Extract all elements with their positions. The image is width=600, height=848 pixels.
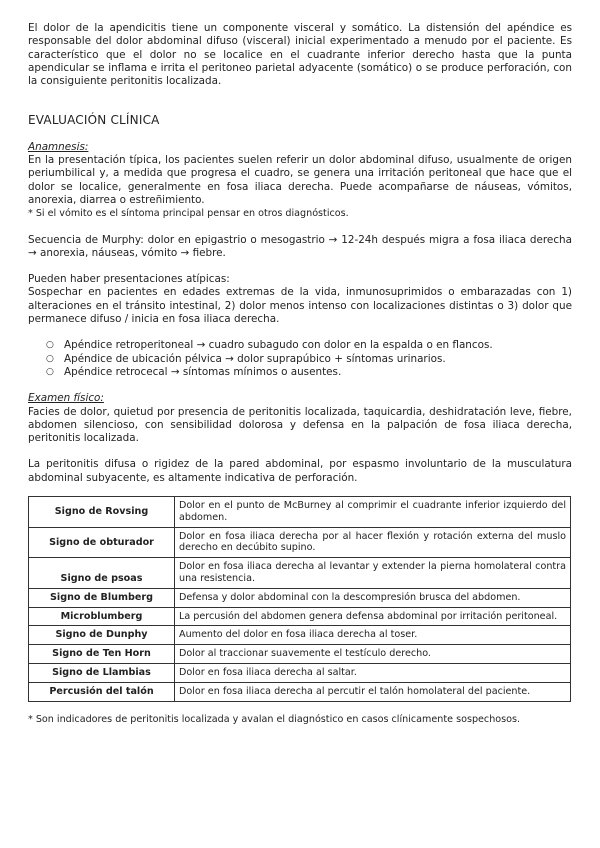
table-row: [29, 558, 571, 589]
list-item: ○ Apéndice de ubicación pélvica → dolor suprapúbico + síntomas urinarios.: [28, 353, 572, 366]
sign-name: Percusión del talón: [29, 682, 175, 701]
sign-name: Microblumberg: [29, 607, 175, 626]
sign-description: Dolor en el punto de McBurney al comprimir el cuadrante inferior izquierdo del abdomen.: [175, 497, 571, 528]
list-item: ○ Apéndice retrocecal → síntomas mínimos o ausentes.: [28, 366, 572, 379]
exam-text: Facies de dolor, quietud por presencia de peritonitis localizada, taquicardia, deshidratación leve, fiebre, abdomen silencioso, con sensibilidad dolorosa y defensa en la palpación de fosa iliaca derecha, peritonitis localizada.: [28, 405, 572, 445]
section-title: EVALUACIÓN CLÍNICA: [28, 113, 160, 128]
sign-name: Signo de Dunphy: [29, 626, 175, 645]
sign-description: Aumento del dolor en fosa iliaca derecha al toser.: [175, 626, 571, 645]
sign-name: Signo de psoas: [29, 558, 175, 589]
atypical-list: [28, 339, 572, 379]
table-row: [29, 645, 571, 664]
sign-description: Dolor al traccionar suavemente el testículo derecho.: [175, 645, 571, 664]
anamnesis-text: En la presentación típica, los pacientes suelen referir un dolor abdominal difuso, usualmente de origen periumbilical y, a medida que progresa el cuadro, se genera una irritación peritoneal que hace que el dolor se localice, generalmente en fosa iliaca derecha. Puede acompañarse de náuseas, vómitos, anorexia, diarrea o estreñimiento.: [28, 154, 572, 206]
sign-description: Dolor en fosa iliaca derecha al percutir el talón homolateral del paciente.: [175, 682, 571, 701]
sign-description: Defensa y dolor abdominal con la descompresión brusca del abdomen.: [175, 588, 571, 607]
table-footnote: * Son indicadores de peritonitis localizada y avalan el diagnóstico en casos clínicamente sospechosos.: [28, 713, 521, 725]
anamnesis-note: * Si el vómito es el síntoma principal pensar en otros diagnósticos.: [28, 208, 349, 220]
intro-paragraph: El dolor de la apendicitis tiene un componente visceral y somático. La distensión del apéndice es responsable del dolor abdominal difuso (visceral) inicial experimentado a menudo por el paciente. Es característico que el dolor no se localice en el cuadrante inferior derecho hasta que la punta apendicular se inflama e irrita el peritoneo parietal adyacente (somático) o se produce perforación, con la consiguiente peritonitis localizada.: [28, 22, 572, 88]
sign-name: Signo de Rovsing: [29, 497, 175, 528]
exam-heading: Examen físico:: [28, 392, 104, 405]
sign-description: Dolor en fosa iliaca derecha al saltar.: [175, 663, 571, 682]
table-row: [29, 663, 571, 682]
table-row: [29, 607, 571, 626]
table-row: [29, 588, 571, 607]
exam-text-perforation: La peritonitis difusa o rigidez de la pared abdominal, por espasmo involuntario de la musculatura abdominal subyacente, es altamente indicativa de perforación.: [28, 458, 572, 484]
sign-name: Signo de Ten Horn: [29, 645, 175, 664]
table-row: [29, 682, 571, 701]
sign-name: Signo de obturador: [29, 527, 175, 558]
atypical-text: Sospechar en pacientes en edades extremas de la vida, inmunosuprimidos o embarazadas con 1) alteraciones en el tránsito intestinal, 2) dolor menos intenso con localizaciones distintas o 3) dolor que permanece difuso / inicia en fosa iliaca derecha.: [28, 286, 572, 326]
sign-name: Signo de Llambias: [29, 663, 175, 682]
list-item: ○ Apéndice retroperitoneal → cuadro subagudo con dolor en la espalda o en flancos.: [28, 339, 572, 352]
sign-description: Dolor en fosa iliaca derecha al levantar y extender la pierna homolateral contra una resistencia.: [175, 558, 571, 589]
atypical-heading: Pueden haber presentaciones atípicas:: [28, 273, 230, 286]
sign-description: Dolor en fosa iliaca derecha por al hacer flexión y rotación externa del muslo derecho en decúbito supino.: [175, 527, 571, 558]
table-row: [29, 527, 571, 558]
sign-description: La percusión del abdomen genera defensa abdominal por irritación peritoneal.: [175, 607, 571, 626]
signs-table: [28, 496, 571, 702]
table-row: [29, 626, 571, 645]
anamnesis-heading: Anamnesis:: [28, 140, 89, 153]
sign-name: Signo de Blumberg: [29, 588, 175, 607]
murphy-sequence: Secuencia de Murphy: dolor en epigastrio o mesogastrio → 12-24h después migra a fosa iliaca derecha → anorexia, náuseas, vómito → fiebre.: [28, 233, 572, 259]
table-row: [29, 497, 571, 528]
document-page: [28, 22, 572, 726]
